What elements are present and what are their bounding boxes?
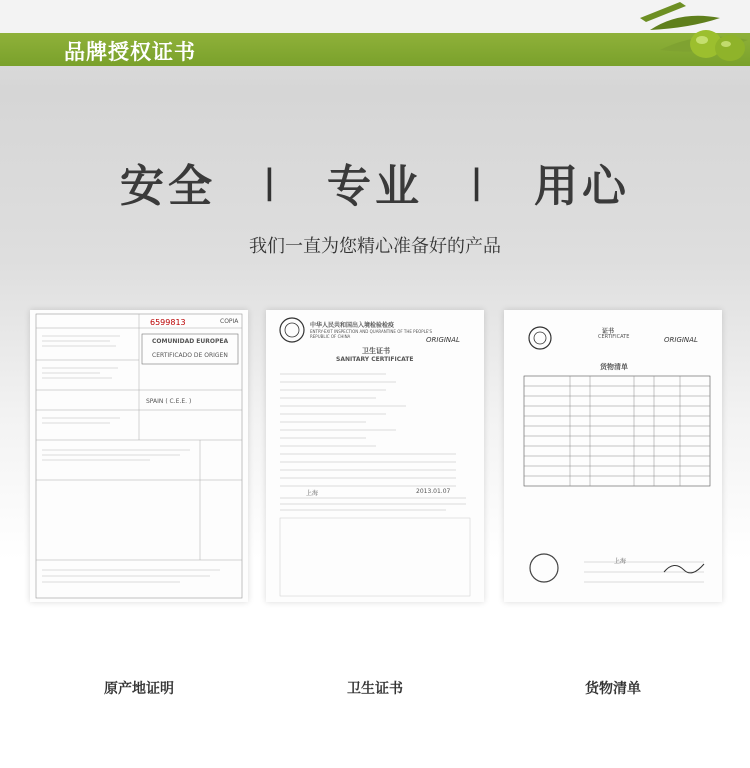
certificate-header: COMUNIDAD EUROPEA	[152, 338, 229, 345]
cargo-table	[504, 310, 722, 602]
original-stamp: ORIGINAL	[426, 336, 460, 344]
caption-certificate-of-origin: 原产地证明	[104, 681, 174, 697]
cargo-list-title: 货物清单	[600, 363, 628, 371]
sanitary-certificate-image	[266, 310, 484, 602]
cargo-title-en: CERTIFICATE	[598, 334, 630, 340]
issuer-en: ENTRY-EXIT INSPECTION AND QUARANTINE OF THE PEOPLE'S REPUBLIC OF CHINA	[310, 329, 433, 339]
caption-sanitary-certificate: 卫生证书	[347, 681, 403, 697]
cargo-title-cn: 证书	[602, 328, 615, 335]
sanitary-place: 上海	[306, 490, 319, 497]
tagline-separator: |	[470, 162, 487, 202]
olive-branch-icon	[610, 0, 750, 70]
issuer-cn: 中华人民共和国出入境检验检疫	[310, 322, 395, 329]
sanitary-title-cn: 卫生证书	[362, 347, 390, 355]
cargo-list-image	[504, 310, 722, 602]
top-banner	[0, 0, 750, 66]
caption-cargo-list: 货物清单	[585, 681, 641, 697]
tagline	[0, 150, 750, 214]
sanitary-title-en: SANITARY CERTIFICATE	[336, 356, 414, 363]
certificate-of-origin-image	[30, 310, 248, 602]
certificate-origin: SPAIN ( C.E.E. )	[146, 398, 192, 405]
sanitary-date: 2013.01.07	[416, 488, 451, 495]
cargo-place: 上海	[614, 558, 627, 565]
tagline-item-professional: 专业	[327, 161, 423, 212]
certificate-doc-title: CERTIFICADO DE ORIGEN	[152, 352, 228, 359]
subtitle: 我们一直为您精心准备好的产品	[249, 236, 501, 257]
tagline-separator: |	[263, 162, 280, 202]
copy-label: COPIA	[220, 318, 239, 325]
tagline-item-safety: 安全	[119, 161, 216, 212]
certificate-number: 6599813	[150, 318, 186, 327]
banner-title: 品牌授权证书	[64, 40, 196, 64]
tagline-item-care: 用心	[534, 161, 631, 212]
cargo-original-stamp: ORIGINAL	[664, 336, 698, 344]
